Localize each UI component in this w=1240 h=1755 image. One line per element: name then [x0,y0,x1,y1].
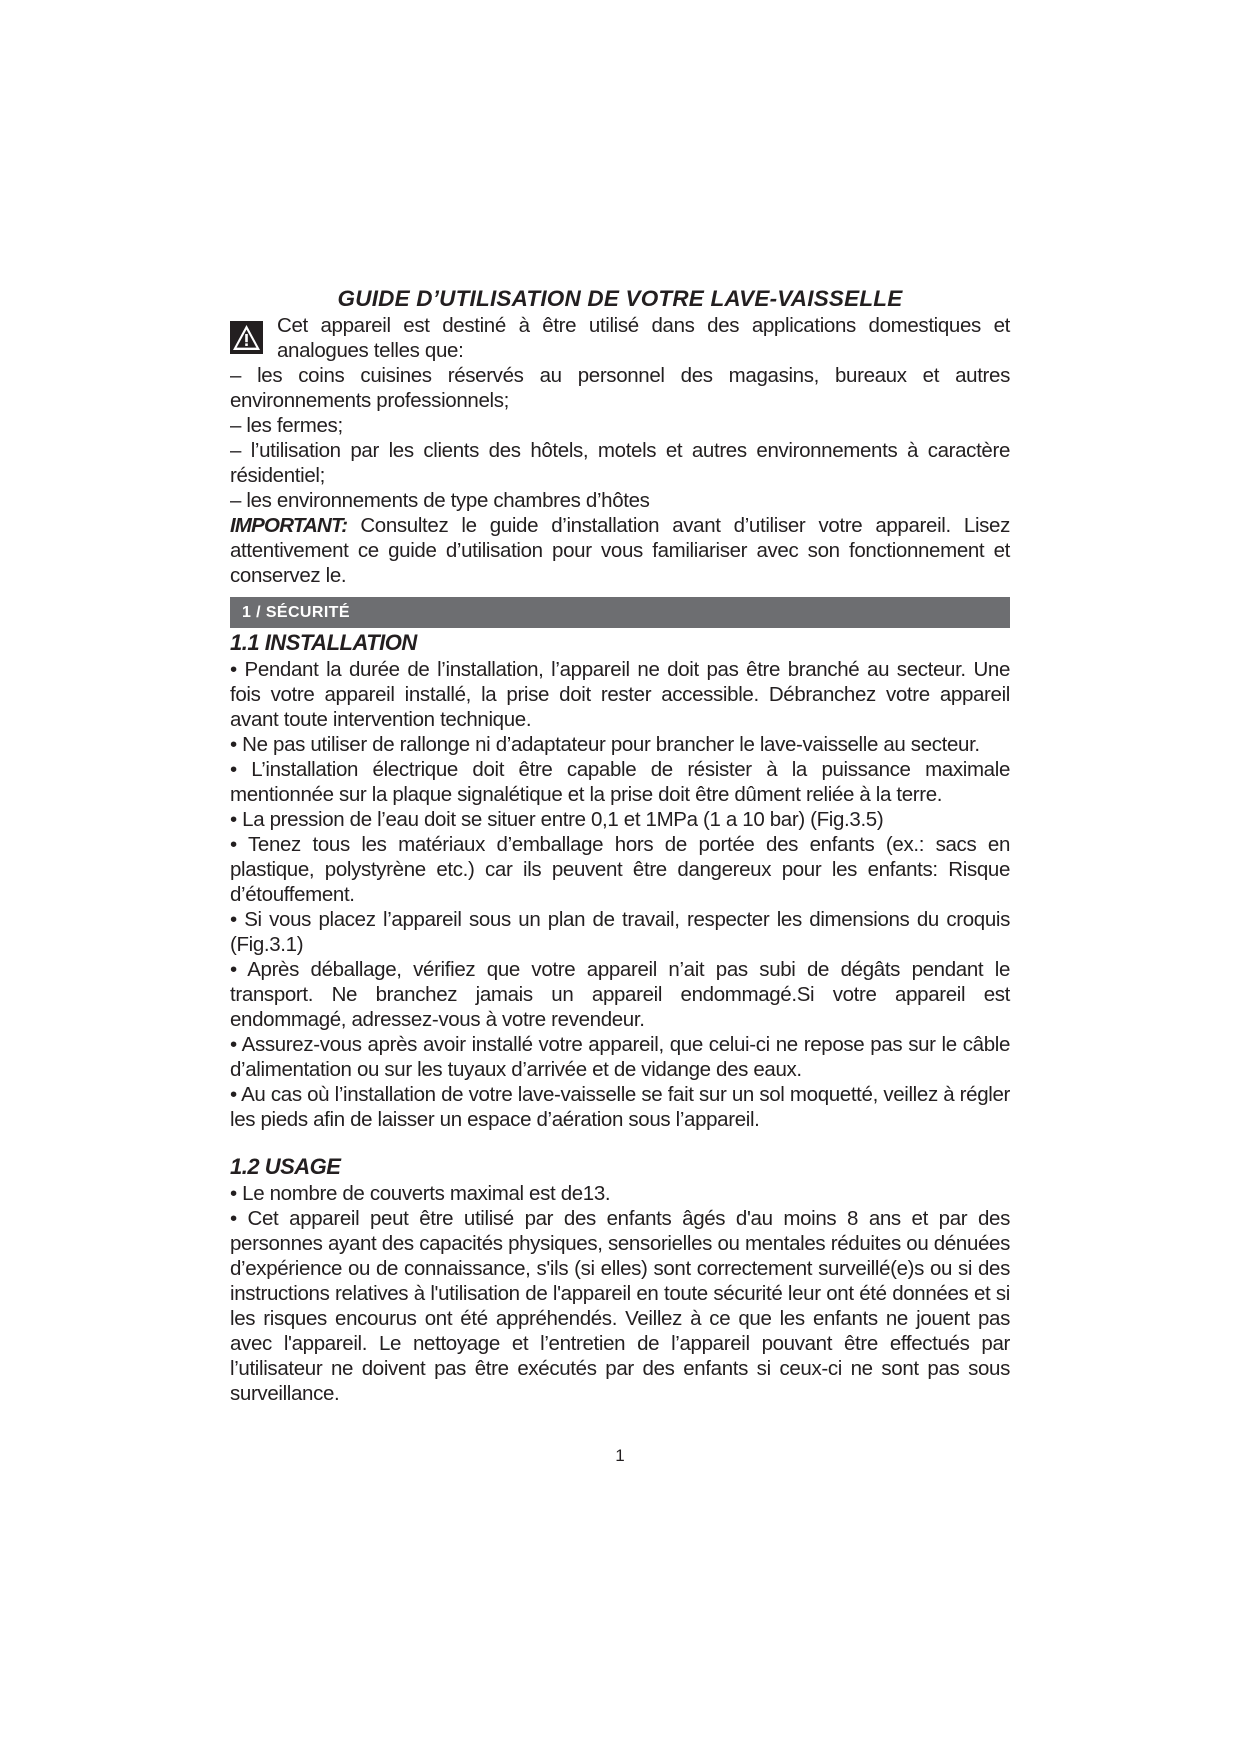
usage-item: • Le nombre de couverts maximal est de13. [230,1182,611,1205]
use-item-hotels: – l’utilisation par les clients des hôtels, motels et autres environnements à caractère résidentiel; [230,439,1010,487]
use-item-farms: – les fermes; [230,414,343,437]
installation-item: • Ne pas utiliser de rallonge ni d’adaptateur pour brancher le lave-vaisselle au secteur. [230,733,980,756]
usage-item: • Cet appareil peut être utilisé par des enfants âgés d'au moins 8 ans et par des personnes ayant des capacités physiques, sensorielles ou mentales réduites ou dénuées d’expérience ou de connaissance, s'ils (si elles) sont correctement surveillé(e)s ou si des instructions relatives à l'utilisation de l'appareil en toute sécurité leur ont été données et si les risques encourus ont été appréhendés. Veillez à ce que les enfants ne jouent pas avec l'appareil. Le nettoyage et l’entretien de l’appareil pouvant être effectués par l’utilisateur ne doivent pas être exécutés par des enfants si ceux-ci ne sont pas sous surveillance. [230,1207,1010,1405]
installation-item: • Après déballage, vérifiez que votre appareil n’ait pas subi de dégâts pendant le transport. Ne branchez jamais un appareil endommagé.Si votre appareil est endommagé, adressez-vous à votre revendeur. [230,958,1010,1031]
document-title: GUIDE D’UTILISATION DE VOTRE LAVE-VAISSELLE [337,286,903,311]
page-number: 1 [615,1446,625,1465]
installation-item: • Assurez-vous après avoir installé votre appareil, que celui-ci ne repose pas sur le câble d’alimentation ou sur les tuyaux d’arrivée et de vidange des eaux. [230,1033,1010,1081]
manual-page [230,285,1010,1406]
use-item-offices: – les coins cuisines réservés au personnel des magasins, bureaux et autres environnements professionnels; [230,364,1010,412]
installation-item: • Pendant la durée de l’installation, l’appareil ne doit pas être branché au secteur. Une fois votre appareil installé, la prise doit rester accessible. Débranchez votre appareil avant toute intervention technique. [230,658,1010,731]
installation-item: • Si vous placez l’appareil sous un plan de travail, respecter les dimensions du croquis (Fig.3.1) [230,908,1010,956]
important-text: Consultez le guide d’installation avant d’utiliser votre appareil. Lisez attentivement ce guide d’utilisation pour vous familiariser avec son fonctionnement et conservez le. [230,514,1010,587]
intro-paragraph [230,313,1010,363]
installation-item: • L’installation électrique doit être capable de résister à la puissance maximale mentionnée sur la plaque signalétique et la prise doit être dûment reliée à la terre. [230,758,1010,806]
installation-item: • La pression de l’eau doit se situer entre 0,1 et 1MPa (1 a 10 bar) (Fig.3.5) [230,808,884,831]
heading-installation: 1.1 INSTALLATION [230,630,417,655]
warning-triangle-icon [230,321,263,354]
use-item-guest-rooms: – les environnements de type chambres d’hôtes [230,489,650,512]
important-note [230,513,1010,588]
section-header-securite: 1 / SÉCURITÉ [230,597,1010,628]
heading-usage: 1.2 USAGE [230,1154,341,1179]
important-label: IMPORTANT: [230,514,348,537]
installation-item: • Tenez tous les matériaux d’emballage hors de portée des enfants (ex.: sacs en plastique, polystyrène etc.) car ils peuvent être dangereux pour les enfants: Risque d’étouffement. [230,833,1010,906]
installation-item: • Au cas où l’installation de votre lave-vaisselle se fait sur un sol moquetté, veillez à régler les pieds afin de laisser un espace d’aération sous l’appareil. [230,1083,1010,1131]
intro-text: Cet appareil est destiné à être utilisé dans des applications domestiques et analogues telles que: [277,314,1010,362]
